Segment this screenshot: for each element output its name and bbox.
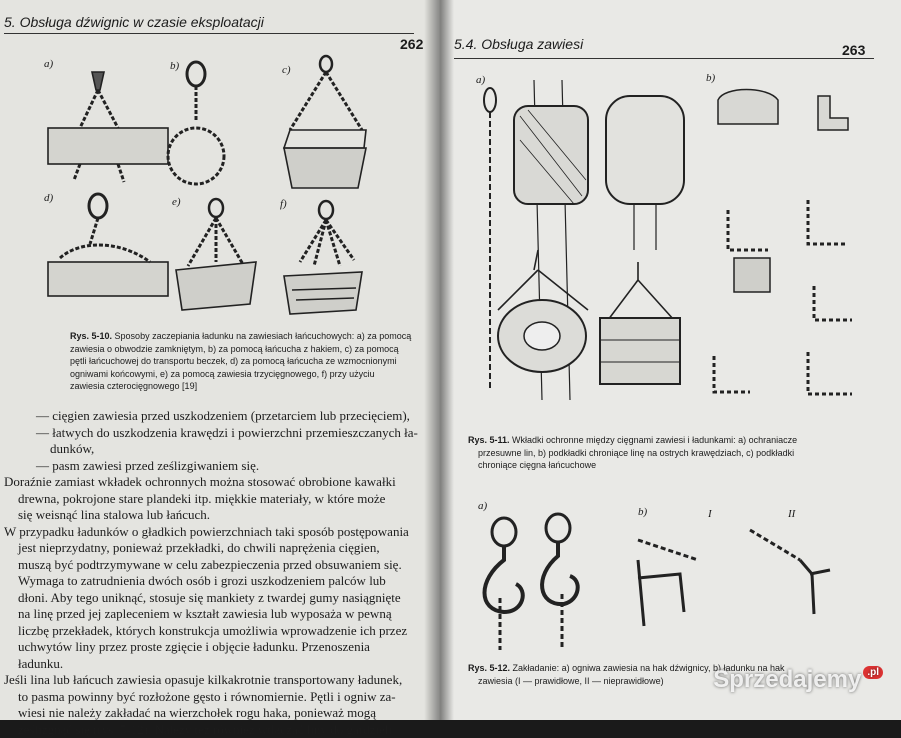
- text-line: Jeśli lina lub łańcuch zawiesia opasuje kilkakrotnie transportowany ładunek,: [4, 672, 424, 689]
- tub-e: [176, 262, 256, 310]
- figure-caption: Rys. 5-10. Sposoby zaczepiania ładunku na zawiesiach łańcuchowych: a) za pomocą zawiesia o obwodzie zamkniętym, b) za pomocą łańcucha z hakiem, c) za pomocą pętli łańcuchowej do transportu beczek, d) za pomocą łańcucha ze wzmocnionymi ogniwami końcowymi, e) za pomocą zawiesia trzycięgnowego, f) przy użyciu zawiesia czterocięgnowego [19]: [70, 330, 420, 393]
- figure-letter: I: [708, 508, 712, 520]
- hook-4: [800, 560, 830, 614]
- text-line: — cięgien zawiesia przed uszkodzeniem (przetarciem lub przecięciem),: [4, 408, 424, 425]
- figure-letter: a): [478, 500, 487, 512]
- figure-letter: e): [172, 196, 181, 208]
- text-line: Doraźnie zamiast wkładek ochronnych można stosować obrobione kawałki: [4, 474, 424, 491]
- page-number: 263: [842, 42, 865, 58]
- right-page: [438, 0, 901, 720]
- figure-letter: b): [638, 506, 647, 518]
- body-text: [4, 408, 424, 738]
- crate-f: [284, 272, 362, 314]
- text-line: liczbę przekładek, których konstrukcja umożliwia wprowadzenie ich przez: [4, 623, 424, 640]
- hook-1: [485, 546, 523, 612]
- hook-3: [638, 560, 684, 626]
- page-header: 5. Obsługa dźwignic w czasie eksploatacji: [4, 14, 264, 30]
- text-line: jest nieprzydatny, ponieważ przekładki, do chwili naprężenia cięgien,: [4, 540, 424, 557]
- text-line: to pasma powinny być rozłożone gęsto i równomiernie. Pętli i ogniw za-: [4, 689, 424, 706]
- figure-caption: Rys. 5-12. Zakładanie: a) ogniwa zawiesia na hak dźwignicy, b) ładunku na hak zawiesia (I — prawidłowe, II — nieprawidłowe): [468, 662, 888, 687]
- page-number: 262: [400, 36, 423, 52]
- text-line: dunków,: [4, 441, 424, 458]
- text-line: muszą być podtrzymywane w celu zabezpieczenia przed obsuwaniem się.: [4, 557, 424, 574]
- text-line: dłoni. Aby tego uniknąć, stosuje się mankiety z twardej gumy nasiągnięte: [4, 590, 424, 607]
- barrel-c: [284, 148, 366, 188]
- figure-letter: d): [44, 192, 53, 204]
- text-line: wiesi nie należy zakładać na wierzchołek rogu haka, ponieważ mogą: [4, 705, 424, 722]
- text-line: się weisnąć lina stalowa lub łańcuch.: [4, 507, 424, 524]
- text-line: ześlizgnąć się (rys. 5-12). Należy też również wtłaczać liny do gardzieli: [4, 722, 424, 738]
- hook-top-a: [92, 72, 104, 90]
- beam-a: [48, 128, 168, 164]
- chain-loop-b: [168, 128, 224, 184]
- text-line: drewna, pokrojone stare plandeki itp. miękkie materiały, w które może: [4, 491, 424, 508]
- text-line: uchwytów liny przez proste zgięcie i objęcie ładunku. Przenoszenia: [4, 639, 424, 656]
- left-page: [0, 0, 438, 720]
- link-d: [89, 194, 107, 218]
- figure-letter: b): [706, 72, 715, 84]
- text-line: — łatwych do uszkodzenia krawędzi i powierzchni przemieszczanych ła-: [4, 425, 424, 442]
- chain-a: [80, 90, 118, 128]
- text-line: na linę przed jej zapleceniem w kształt zawiesia lub wyposaża w pewną: [4, 606, 424, 623]
- hook-illustrations: [438, 0, 901, 680]
- text-line: Wymaga to zatrudnienia dwóch osób i grozi uszkodzeniem palców lub: [4, 573, 424, 590]
- figure-caption: Rys. 5-11. Wkładki ochronne między cięgnami zawiesi i ładunkami: a) ochraniacze przesuwne lin, b) podkładki chroniące linę na ostrych krawędziach, c) podkładki chroniące cięgna łańcuchowe: [468, 434, 888, 472]
- figure-letter: II: [788, 508, 795, 520]
- text-line: ładunku.: [4, 656, 424, 673]
- ring-c: [320, 56, 332, 72]
- figure-letter: c): [282, 64, 291, 76]
- figure-letter: a): [476, 74, 485, 86]
- page-header: 5.4. Obsługa zawiesi: [454, 36, 583, 52]
- text-line: — pasm zawiesi przed ześlizgiwaniem się.: [4, 458, 424, 475]
- figure-letter: f): [280, 198, 287, 210]
- master-link-b: [187, 62, 205, 86]
- chain-sling-illustrations: [0, 0, 430, 330]
- figure-letter: b): [170, 60, 179, 72]
- beam-d: [48, 262, 168, 296]
- figure-letter: a): [44, 58, 53, 70]
- text-line: W przypadku ładunków o gładkich powierzchniach taki sposób postępowania: [4, 524, 424, 541]
- watermark: Sprzedajemy .pl: [713, 666, 883, 694]
- hook-2: [542, 542, 578, 604]
